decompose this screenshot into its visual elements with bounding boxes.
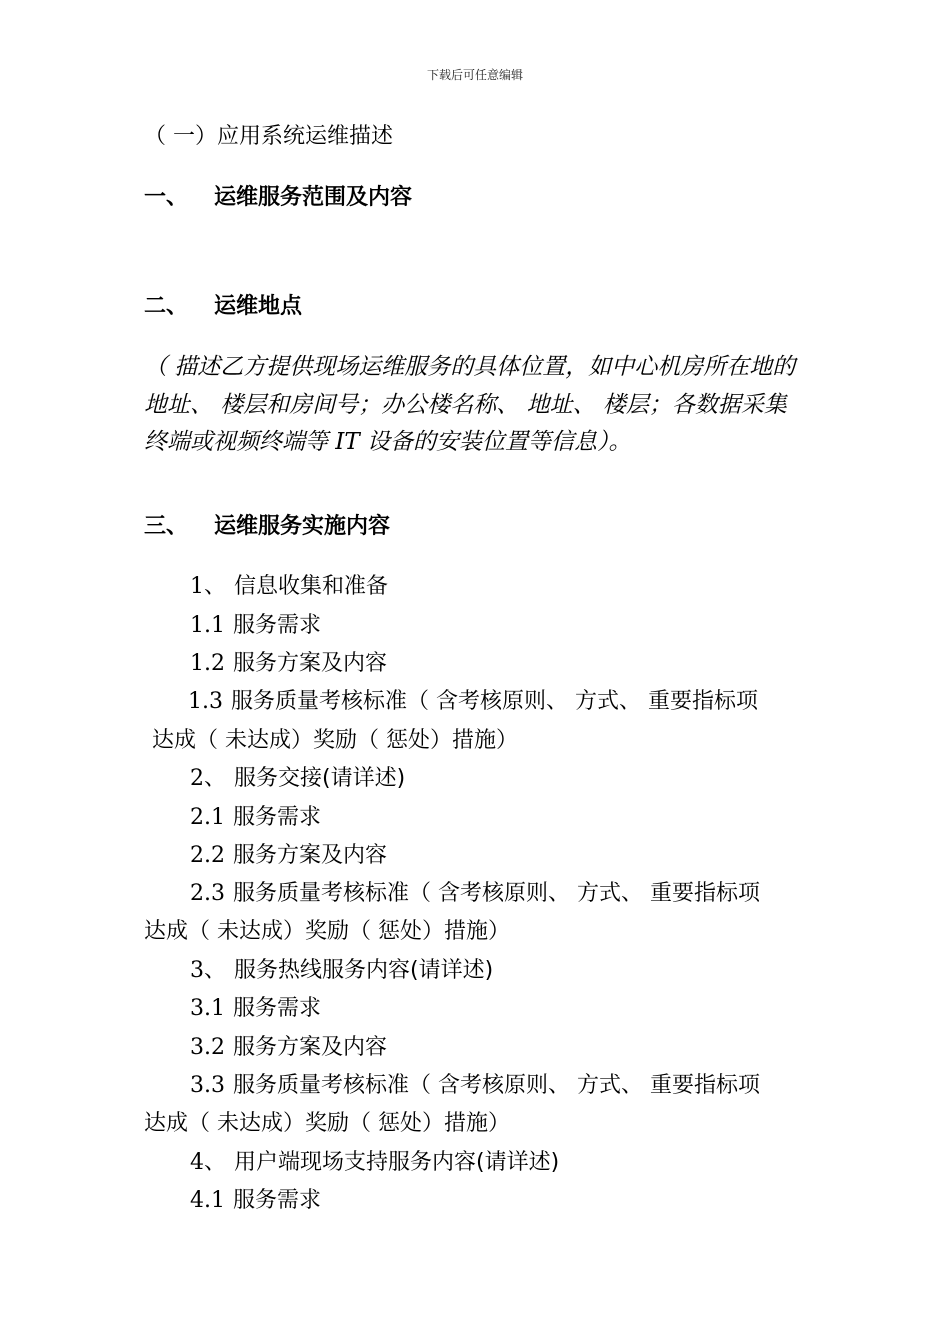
item-number: 1.1 xyxy=(190,613,225,638)
item-number: 2.2 xyxy=(190,843,225,868)
item-text: 服务质量考核标准（ 含考核原则、 方式、 重要指标项 xyxy=(233,1073,760,1098)
item-number: 3.3 xyxy=(190,1073,225,1098)
location-note-line: 终端或视频终端等 IT 设备的安装位置等信息）。 xyxy=(144,429,632,455)
item-number: 3、 xyxy=(190,958,226,983)
item-text: 服务需求 xyxy=(233,613,322,638)
list-item xyxy=(190,883,760,905)
list-item xyxy=(190,615,321,637)
item-number: 4、 xyxy=(190,1150,226,1175)
item-number: 2.3 xyxy=(190,881,225,906)
list-item xyxy=(190,768,405,790)
item-number: 1.2 xyxy=(190,651,225,676)
item-number: 3.2 xyxy=(190,1035,225,1060)
list-item xyxy=(188,691,758,713)
item-continuation: 达成（ 未达成）奖励（ 惩处）措施） xyxy=(144,1111,510,1136)
location-note-line: （ 描述乙方提供现场运维服务的具体位置，如中心机房所在地的 xyxy=(144,354,796,380)
list-item xyxy=(190,960,493,982)
list-item xyxy=(190,1152,559,1174)
heading-number: 一、 xyxy=(144,185,189,210)
item-text: 服务热线服务内容(请详述) xyxy=(234,958,494,983)
heading-implementation xyxy=(144,516,390,538)
heading-title: 运维服务实施内容 xyxy=(214,514,391,539)
list-item xyxy=(190,653,387,675)
section-intro: （ 一）应用系统运维描述 xyxy=(144,124,393,149)
location-note-line: 地址、 楼层和房间号；办公楼名称、 地址、 楼层；各数据采集 xyxy=(144,392,787,418)
list-item xyxy=(190,845,387,867)
list-item xyxy=(190,807,321,829)
item-number: 1.3 xyxy=(188,689,223,714)
list-item xyxy=(190,576,388,598)
item-text: 服务方案及内容 xyxy=(233,651,388,676)
list-item xyxy=(190,1190,321,1212)
item-continuation: 达成（ 未达成）奖励（ 惩处）措施） xyxy=(152,728,518,753)
item-text: 服务质量考核标准（ 含考核原则、 方式、 重要指标项 xyxy=(231,689,758,714)
item-continuation: 达成（ 未达成）奖励（ 惩处）措施） xyxy=(144,919,510,944)
list-item xyxy=(190,1037,387,1059)
heading-scope xyxy=(144,187,412,209)
heading-location xyxy=(144,296,302,318)
item-number: 2.1 xyxy=(190,805,225,830)
item-text: 服务交接(请详述) xyxy=(234,766,406,791)
item-text: 信息收集和准备 xyxy=(234,574,389,599)
item-text: 服务方案及内容 xyxy=(233,1035,388,1060)
heading-title: 运维服务范围及内容 xyxy=(214,185,413,210)
item-text: 服务需求 xyxy=(233,805,322,830)
heading-number: 二、 xyxy=(144,294,189,319)
item-number: 3.1 xyxy=(190,996,225,1021)
item-number: 1、 xyxy=(190,574,226,599)
list-item xyxy=(190,998,321,1020)
item-text: 服务需求 xyxy=(233,1188,322,1213)
item-text: 服务需求 xyxy=(233,996,322,1021)
item-text: 用户端现场支持服务内容(请详述) xyxy=(234,1150,560,1175)
heading-number: 三、 xyxy=(144,514,189,539)
heading-title: 运维地点 xyxy=(214,294,303,319)
item-number: 2、 xyxy=(190,766,226,791)
page-header: 下载后可任意编辑 xyxy=(426,68,523,82)
item-text: 服务方案及内容 xyxy=(233,843,388,868)
item-number: 4.1 xyxy=(190,1188,225,1213)
list-item xyxy=(190,1075,760,1097)
item-text: 服务质量考核标准（ 含考核原则、 方式、 重要指标项 xyxy=(233,881,760,906)
